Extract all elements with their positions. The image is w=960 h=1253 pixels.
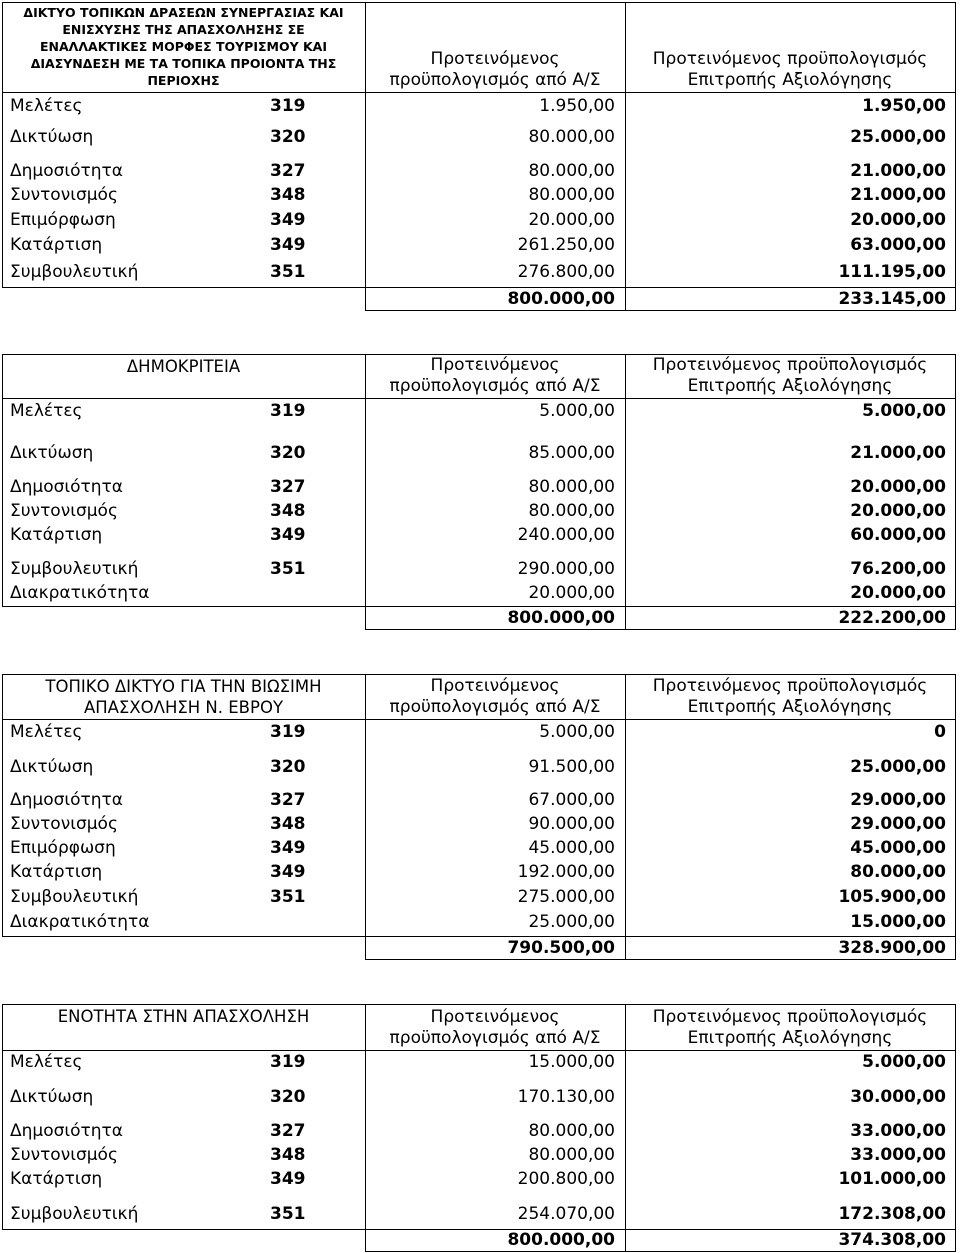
table-border [365, 1251, 956, 1252]
row-proposed-value: 192.000,00 [517, 862, 615, 882]
row-label: Δημοσιότητα [10, 790, 123, 810]
row-label: Διακρατικότητα [10, 583, 150, 603]
row-code: 351 [270, 559, 306, 579]
header-line: προϋπολογισμός από Α/Σ [389, 70, 601, 90]
row-label: Κατάρτιση [10, 862, 103, 882]
row-code: 320 [270, 1087, 306, 1107]
row-label: Κατάρτιση [10, 525, 103, 545]
table-title-line: ΔΙΑΣΥΝΔΕΣΗ ΜΕ ΤΑ ΤΟΠΙΚΑ ΠΡΟΙΟΝΤΑ ΤΗΣ [30, 56, 337, 71]
row-code: 320 [270, 757, 306, 777]
table-title [2, 676, 365, 718]
header-committee-budget [625, 2, 955, 92]
row-proposed-value: 5.000,00 [539, 401, 615, 421]
row-proposed-value: 80.000,00 [528, 501, 615, 521]
budget-row [0, 1168, 960, 1190]
row-code: 348 [270, 185, 306, 205]
row-committee-value: 25.000,00 [850, 757, 946, 777]
header-committee-budget [625, 1004, 955, 1050]
row-label: Δημοσιότητα [10, 1121, 123, 1141]
row-committee-value: 20.000,00 [850, 583, 946, 603]
header-line: Προτεινόμενος προϋπολογισμός [652, 1007, 928, 1027]
table-title-line: ΔΙΚΤΥΟ ΤΟΠΙΚΩΝ ΔΡΑΣΕΩΝ ΣΥΝΕΡΓΑΣΙΑΣ ΚΑΙ [23, 5, 344, 20]
table-title [2, 356, 365, 377]
header-proposed-budget [365, 1004, 625, 1050]
row-proposed-value: 80.000,00 [528, 1145, 615, 1165]
row-code: 327 [270, 477, 306, 497]
row-committee-value: 60.000,00 [850, 525, 946, 545]
row-code: 327 [270, 790, 306, 810]
row-code: 319 [270, 96, 306, 116]
budget-row [0, 209, 960, 231]
total-row [0, 937, 960, 959]
budget-row [0, 1086, 960, 1108]
budget-table [0, 1004, 960, 1252]
budget-row [0, 1203, 960, 1225]
budget-table [0, 354, 960, 630]
row-committee-value: 20.000,00 [850, 477, 946, 497]
row-label: Δικτύωση [10, 1087, 94, 1107]
header-line: προϋπολογισμός από Α/Σ [389, 376, 601, 396]
header-line: Προτεινόμενος προϋπολογισμός [652, 676, 928, 696]
row-proposed-value: 240.000,00 [517, 525, 615, 545]
row-proposed-value: 276.800,00 [517, 262, 615, 282]
table-title-line: ΠΕΡΙΟΧΗΣ [147, 73, 220, 88]
row-code: 319 [270, 722, 306, 742]
row-proposed-value: 5.000,00 [539, 722, 615, 742]
row-proposed-value: 20.000,00 [528, 583, 615, 603]
budget-table [0, 674, 960, 960]
row-label: Δικτύωση [10, 443, 94, 463]
row-proposed-value: 80.000,00 [528, 1121, 615, 1141]
total-row [0, 607, 960, 629]
row-label: Συντονισμός [10, 185, 118, 205]
table-title-line: ΕΝΑΛΛΑΚΤΙΚΕΣ ΜΟΡΦΕΣ ΤΟΥΡΙΣΜΟΥ ΚΑΙ [40, 39, 327, 54]
row-code: 349 [270, 210, 306, 230]
row-committee-value: 29.000,00 [850, 790, 946, 810]
row-committee-value: 105.900,00 [838, 887, 946, 907]
total-row [0, 288, 960, 310]
total-committee-value: 222.200,00 [838, 607, 946, 628]
row-code: 319 [270, 1052, 306, 1072]
budget-row [0, 789, 960, 811]
row-code: 349 [270, 1169, 306, 1189]
total-committee-value: 233.145,00 [838, 288, 946, 309]
row-proposed-value: 1.950,00 [539, 96, 615, 116]
row-committee-value: 20.000,00 [850, 501, 946, 521]
budget-row [0, 813, 960, 835]
row-committee-value: 63.000,00 [850, 235, 946, 255]
total-committee-value: 328.900,00 [838, 937, 946, 958]
row-label: Δημοσιότητα [10, 161, 123, 181]
row-label: Συμβουλευτική [10, 887, 139, 907]
row-code: 349 [270, 862, 306, 882]
budget-row [0, 524, 960, 546]
row-label: Δικτύωση [10, 757, 94, 777]
header-line: προϋπολογισμός από Α/Σ [389, 697, 601, 717]
header-line: Προτεινόμενος [430, 49, 560, 69]
row-label: Συμβουλευτική [10, 559, 139, 579]
row-committee-value: 45.000,00 [850, 838, 946, 858]
row-code: 348 [270, 501, 306, 521]
row-committee-value: 80.000,00 [850, 862, 946, 882]
budget-row [0, 1144, 960, 1166]
header-line: Επιτροπής Αξιολόγησης [687, 70, 893, 90]
row-label: Συντονισμός [10, 501, 118, 521]
row-committee-value: 5.000,00 [862, 1052, 946, 1072]
row-committee-value: 5.000,00 [862, 401, 946, 421]
total-proposed-value: 800.000,00 [507, 607, 615, 628]
row-proposed-value: 67.000,00 [528, 790, 615, 810]
budget-row [0, 837, 960, 859]
row-committee-value: 21.000,00 [850, 161, 946, 181]
table-border [2, 719, 956, 720]
row-committee-value: 30.000,00 [850, 1087, 946, 1107]
row-label: Μελέτες [10, 96, 83, 116]
table-border [365, 959, 956, 960]
table-border [2, 398, 956, 399]
table-title-line: ΕΝΟΤΗΤΑ ΣΤΗΝ ΑΠΑΣΧΟΛΗΣΗ [57, 1007, 310, 1026]
row-proposed-value: 91.500,00 [528, 757, 615, 777]
row-label: Επιμόρφωση [10, 838, 116, 858]
header-line: Προτεινόμενος [430, 676, 560, 696]
table-title-line: ΑΠΑΣΧΟΛΗΣΗ Ν. ΕΒΡΟΥ [83, 698, 284, 717]
header-line: Επιτροπής Αξιολόγησης [687, 697, 893, 717]
budget-row [0, 476, 960, 498]
row-code: 349 [270, 525, 306, 545]
budget-row [0, 442, 960, 464]
row-code: 349 [270, 235, 306, 255]
row-committee-value: 111.195,00 [838, 262, 946, 282]
row-code: 319 [270, 401, 306, 421]
row-code: 320 [270, 127, 306, 147]
row-committee-value: 15.000,00 [850, 912, 946, 932]
row-proposed-value: 275.000,00 [517, 887, 615, 907]
header-line: Προτεινόμενος προϋπολογισμός [652, 355, 928, 375]
row-committee-value: 101.000,00 [838, 1169, 946, 1189]
row-label: Μελέτες [10, 722, 83, 742]
row-proposed-value: 80.000,00 [528, 127, 615, 147]
row-code: 351 [270, 887, 306, 907]
budget-row [0, 126, 960, 148]
row-committee-value: 29.000,00 [850, 814, 946, 834]
table-title-line: ΕΝΙΣΧΥΣΗΣ ΤΗΣ ΑΠΑΣΧΟΛΗΣΗΣ ΣΕ [62, 22, 305, 37]
row-code: 327 [270, 1121, 306, 1141]
total-row [0, 1229, 960, 1251]
row-label: Κατάρτιση [10, 1169, 103, 1189]
row-code: 351 [270, 262, 306, 282]
total-committee-value: 374.308,00 [838, 1230, 946, 1250]
budget-row [0, 582, 960, 604]
header-committee-budget [625, 354, 955, 398]
table-border [365, 310, 956, 311]
row-proposed-value: 290.000,00 [517, 559, 615, 579]
row-committee-value: 0 [934, 722, 946, 742]
header-line: Επιτροπής Αξιολόγησης [687, 1028, 893, 1048]
budget-row [0, 234, 960, 256]
header-proposed-budget [365, 354, 625, 398]
row-label: Συντονισμός [10, 814, 118, 834]
header-line: Προτεινόμενος [430, 1007, 560, 1027]
header-line: Επιτροπής Αξιολόγησης [687, 376, 893, 396]
row-code: 351 [270, 1204, 306, 1224]
row-proposed-value: 90.000,00 [528, 814, 615, 834]
row-committee-value: 172.308,00 [838, 1204, 946, 1224]
row-committee-value: 33.000,00 [850, 1145, 946, 1165]
row-proposed-value: 80.000,00 [528, 161, 615, 181]
row-committee-value: 21.000,00 [850, 443, 946, 463]
row-committee-value: 25.000,00 [850, 127, 946, 147]
table-title [2, 4, 365, 89]
row-label: Διακρατικότητα [10, 912, 150, 932]
budget-row [0, 756, 960, 778]
row-label: Συμβουλευτική [10, 262, 139, 282]
row-proposed-value: 15.000,00 [528, 1052, 615, 1072]
row-code: 348 [270, 814, 306, 834]
budget-row [0, 911, 960, 933]
budget-row [0, 261, 960, 283]
row-code: 320 [270, 443, 306, 463]
row-proposed-value: 200.800,00 [517, 1169, 615, 1189]
budget-row [0, 721, 960, 743]
budget-row [0, 1051, 960, 1073]
table-border [365, 629, 956, 630]
budget-row [0, 160, 960, 182]
row-proposed-value: 85.000,00 [528, 443, 615, 463]
header-line: προϋπολογισμός από Α/Σ [389, 1028, 601, 1048]
row-code: 348 [270, 1145, 306, 1165]
table-title-line: ΤΟΠΙΚΟ ΔΙΚΤΥΟ ΓΙΑ ΤΗΝ ΒΙΩΣΙΜΗ [45, 677, 322, 696]
header-proposed-budget [365, 2, 625, 92]
row-code: 349 [270, 838, 306, 858]
row-label: Κατάρτιση [10, 235, 103, 255]
table-border [2, 1004, 3, 1230]
budget-row [0, 861, 960, 883]
row-committee-value: 33.000,00 [850, 1121, 946, 1141]
budget-row [0, 1120, 960, 1142]
row-label: Δημοσιότητα [10, 477, 123, 497]
budget-row [0, 400, 960, 422]
row-proposed-value: 254.070,00 [517, 1204, 615, 1224]
budget-row [0, 95, 960, 117]
row-label: Επιμόρφωση [10, 210, 116, 230]
header-proposed-budget [365, 674, 625, 719]
header-committee-budget [625, 674, 955, 719]
total-proposed-value: 800.000,00 [507, 1230, 615, 1250]
header-line: Προτεινόμενος [430, 355, 560, 375]
row-code: 327 [270, 161, 306, 181]
budget-row [0, 886, 960, 908]
header-line: Προτεινόμενος προϋπολογισμός [652, 49, 928, 69]
table-title [2, 1006, 365, 1027]
row-committee-value: 20.000,00 [850, 210, 946, 230]
row-proposed-value: 170.130,00 [517, 1087, 615, 1107]
row-label: Μελέτες [10, 1052, 83, 1072]
row-proposed-value: 25.000,00 [528, 912, 615, 932]
budget-row [0, 500, 960, 522]
table-title-line: ΔΗΜΟΚΡΙΤΕΙΑ [126, 357, 241, 376]
row-committee-value: 76.200,00 [850, 559, 946, 579]
row-committee-value: 21.000,00 [850, 185, 946, 205]
row-label: Δικτύωση [10, 127, 94, 147]
row-proposed-value: 80.000,00 [528, 477, 615, 497]
row-proposed-value: 80.000,00 [528, 185, 615, 205]
row-proposed-value: 45.000,00 [528, 838, 615, 858]
row-proposed-value: 261.250,00 [517, 235, 615, 255]
row-proposed-value: 20.000,00 [528, 210, 615, 230]
row-label: Συντονισμός [10, 1145, 118, 1165]
row-label: Συμβουλευτική [10, 1204, 139, 1224]
table-border [2, 92, 956, 93]
total-proposed-value: 800.000,00 [507, 288, 615, 309]
row-committee-value: 1.950,00 [862, 96, 946, 116]
budget-row [0, 558, 960, 580]
row-label: Μελέτες [10, 401, 83, 421]
budget-table [0, 2, 960, 311]
budget-row [0, 184, 960, 206]
total-proposed-value: 790.500,00 [507, 937, 615, 958]
